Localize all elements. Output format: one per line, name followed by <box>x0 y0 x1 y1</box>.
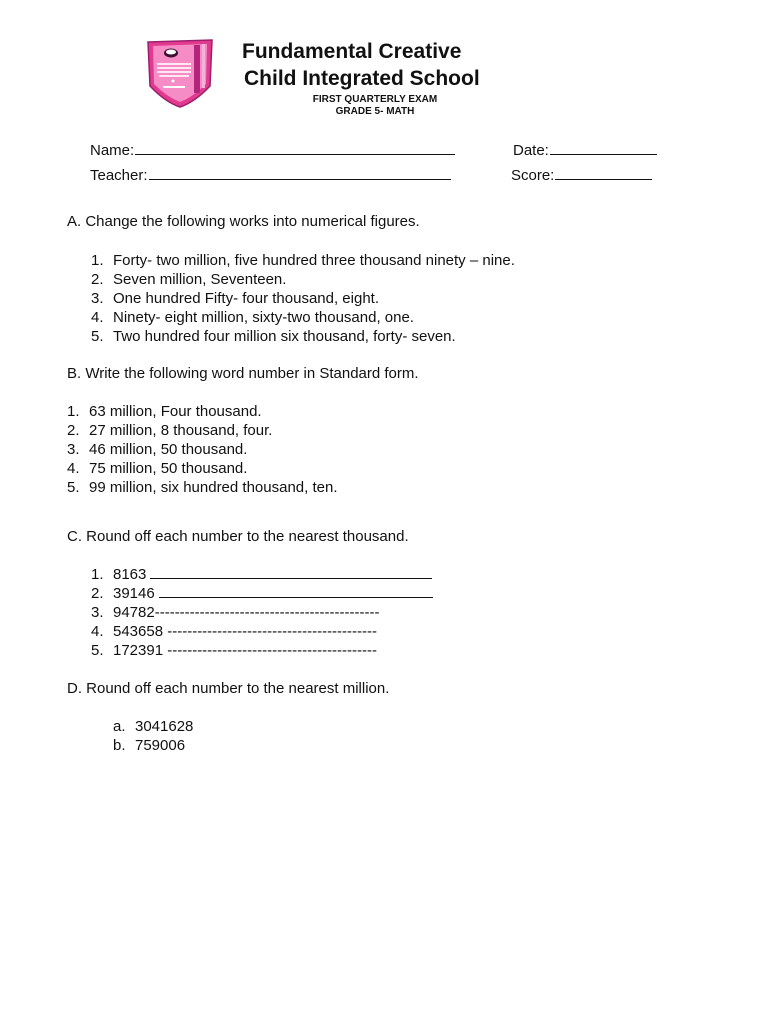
answer-blank[interactable] <box>150 566 432 579</box>
item-number: 5. <box>67 479 80 496</box>
item-text: 99 million, six hundred thousand, ten. <box>89 479 338 496</box>
item-number: b. <box>113 737 126 754</box>
school-crest-icon <box>145 36 215 108</box>
score-label: Score: <box>511 167 555 184</box>
item-number: 1. <box>91 252 104 269</box>
item-number: 5. <box>91 642 104 659</box>
item-number: 3. <box>67 441 80 458</box>
teacher-field[interactable] <box>90 165 451 185</box>
item-number: 4. <box>91 309 104 326</box>
item-number: 4. <box>91 623 104 640</box>
list-item <box>91 308 515 327</box>
answer-blank[interactable] <box>159 585 433 598</box>
list-item <box>113 717 193 736</box>
list-item <box>113 736 193 755</box>
date-field[interactable] <box>513 140 657 160</box>
score-blank[interactable] <box>555 165 652 180</box>
item-number: 1. <box>91 566 104 583</box>
school-name <box>242 38 480 92</box>
list-item <box>67 421 338 440</box>
item-text: 63 million, Four thousand. <box>89 403 262 420</box>
item-number: 1. <box>67 403 80 420</box>
item-number: a. <box>113 718 126 735</box>
teacher-label: Teacher: <box>90 167 148 184</box>
list-item <box>67 402 338 421</box>
section-c-list <box>91 565 433 660</box>
section-c-heading: C. Round off each number to the nearest thousand. <box>67 528 409 545</box>
item-text: 27 million, 8 thousand, four. <box>89 422 273 439</box>
item-number: 2. <box>91 585 104 602</box>
list-item <box>91 270 515 289</box>
list-item <box>91 622 433 641</box>
section-d-list <box>113 717 193 755</box>
item-number: 4. <box>67 460 80 477</box>
section-b-heading: B. Write the following word number in Standard form. <box>67 365 419 382</box>
section-b-list <box>67 402 338 497</box>
item-text: 543658 ------------------------------------------ <box>113 623 378 640</box>
exam-title: FIRST QUARTERLY EXAM <box>312 94 438 105</box>
item-text: Seven million, Seventeen. <box>113 271 287 288</box>
item-text: 759006 <box>135 737 186 754</box>
school-name-line1: Fundamental Creative <box>242 40 462 63</box>
list-item <box>91 641 433 660</box>
item-text: 75 million, 50 thousand. <box>89 460 248 477</box>
item-text: 3041628 <box>135 718 194 735</box>
name-blank[interactable] <box>135 140 455 155</box>
list-item <box>91 565 433 584</box>
item-text: One hundred Fifty- four thousand, eight. <box>113 290 379 307</box>
list-item <box>67 440 338 459</box>
item-number: 5. <box>91 328 104 345</box>
item-text: 46 million, 50 thousand. <box>89 441 248 458</box>
item-number: 2. <box>91 271 104 288</box>
item-number: 2. <box>67 422 80 439</box>
section-a-heading: A. Change the following works into numerical figures. <box>67 213 420 230</box>
item-text: 94782--------------------------------------------- <box>113 604 380 621</box>
item-text: Two hundred four million six thousand, forty- seven. <box>113 328 456 345</box>
item-number: 3. <box>91 290 104 307</box>
date-label: Date: <box>513 142 549 159</box>
section-d-heading: D. Round off each number to the nearest million. <box>67 680 390 697</box>
item-number: 3. <box>91 604 104 621</box>
score-field[interactable] <box>511 165 652 185</box>
item-text: 172391 ------------------------------------------ <box>113 642 378 659</box>
item-text: Forty- two million, five hundred three thousand ninety – nine. <box>113 252 515 269</box>
item-text: 8163 <box>113 566 147 583</box>
name-field[interactable] <box>90 140 455 160</box>
section-a-list <box>91 251 515 346</box>
list-item <box>67 478 338 497</box>
date-blank[interactable] <box>550 140 657 155</box>
name-label: Name: <box>90 142 135 159</box>
teacher-blank[interactable] <box>149 165 451 180</box>
school-name-line2: Child Integrated School <box>244 67 480 90</box>
list-item <box>91 327 515 346</box>
exam-grade: GRADE 5- MATH <box>335 106 415 117</box>
item-text: 39146 <box>113 585 155 602</box>
list-item <box>91 584 433 603</box>
list-item <box>67 459 338 478</box>
list-item <box>91 289 515 308</box>
item-text: Ninety- eight million, sixty-two thousand, one. <box>113 309 414 326</box>
list-item <box>91 603 433 622</box>
list-item <box>91 251 515 270</box>
